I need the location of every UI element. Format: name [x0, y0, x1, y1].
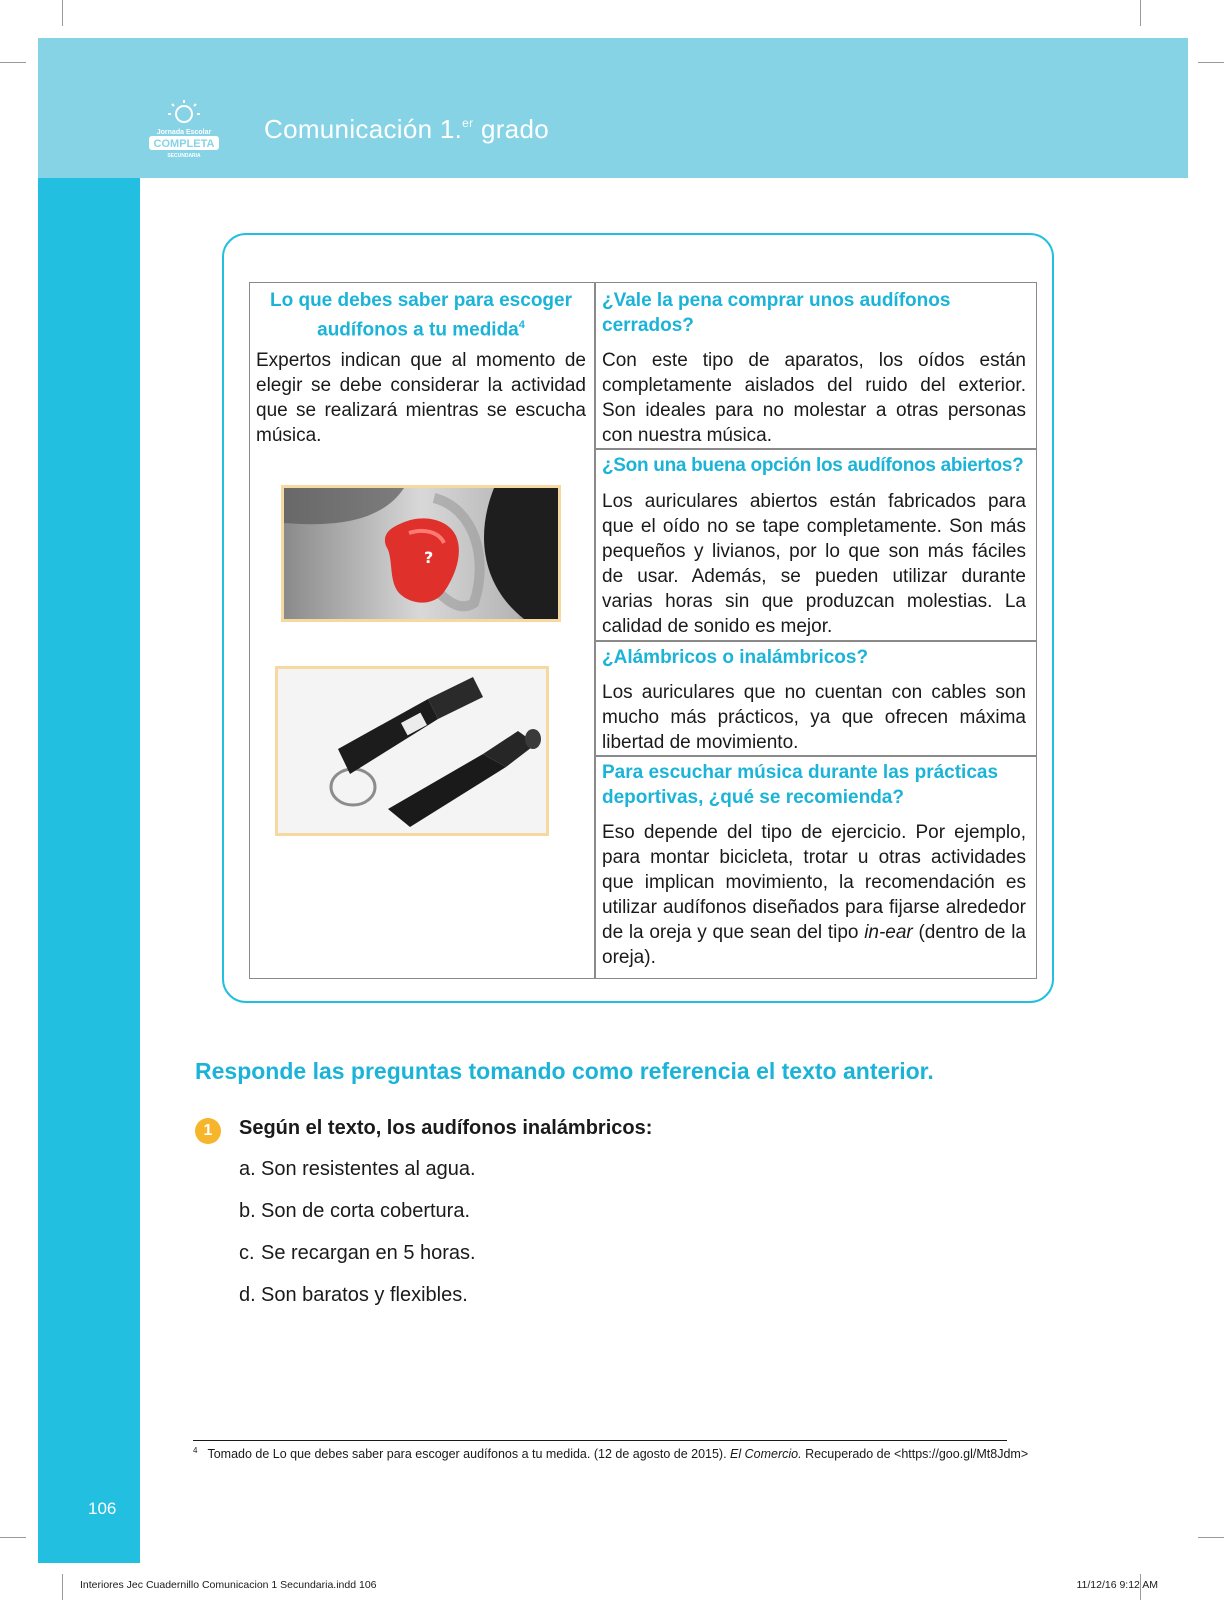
crop-mark [0, 1537, 26, 1538]
side-strip [38, 178, 140, 1563]
svg-text:SECUNDARIA: SECUNDARIA [167, 153, 201, 159]
crop-mark [62, 0, 63, 26]
section-text-sports: Eso depende del tipo de ejercicio. Por ejemplo, para montar bicicleta, trotar u otras actividades que implican movimiento, la recomendación es utilizar audífonos diseñados para fijarse alrededor de la oreja y que sean del tipo in-ear (dentro de la oreja). [602, 822, 1026, 968]
row-divider [594, 640, 1036, 642]
question-number-badge: 1 [195, 1118, 221, 1144]
answer-option-a[interactable]: a. Son resistentes al agua. [239, 1158, 476, 1180]
svg-text:?: ? [424, 548, 434, 567]
answer-option-d[interactable]: d. Son baratos y flexibles. [239, 1284, 468, 1306]
section-text-wireless: Los auriculares que no cuentan con cables son mucho más prácticos, ya que ofrecen máxima libertad de movimiento. [602, 682, 1026, 753]
info-table [249, 282, 1037, 979]
section-heading-sports: Para escuchar música durante las prácticas deportivas, ¿qué se recomienda? [602, 762, 999, 808]
question-text: Según el texto, los audífonos inalámbricos: [239, 1117, 653, 1139]
left-text: Expertos indican que al momento de elegir se debe considerar la actividad que se realizará mientras se escucha música. [256, 350, 586, 446]
crop-mark [0, 62, 26, 63]
page-number: 106 [88, 1499, 117, 1518]
left-heading: Lo que debes saber para escoger audífonos a tu medida$^4$ [269, 290, 572, 341]
questions-title: Responde las preguntas tomando como referencia el texto anterior. [195, 1058, 934, 1084]
row-divider [594, 448, 1036, 450]
section-heading-open: ¿Son una buena opción los audífonos abiertos? [602, 455, 1024, 476]
answer-option-b[interactable]: b. Son de corta cobertura. [239, 1200, 471, 1222]
section-text-open: Los auriculares abiertos están fabricados para que el oído no se tape completamente. Son más pequeños y livianos, por lo que son más fáciles de usar. Además, se pueden utilizar durante varias horas sin que produzcan molestias. La calidad de sonido es mejor. [602, 491, 1026, 637]
section-heading-closed: ¿Vale la pena comprar unos audífonos cerrados? [602, 290, 951, 336]
section-heading-wireless: ¿Alámbricos o inalámbricos? [602, 647, 869, 668]
row-divider [594, 755, 1036, 757]
earplug-photo [281, 485, 561, 622]
crop-mark [1198, 1537, 1224, 1538]
print-slug-file: Interiores Jec Cuadernillo Comunicacion 1 Secundaria.indd 106 [80, 1579, 377, 1591]
svg-text:COMPLETA: COMPLETA [153, 138, 215, 150]
earplug-case-photo [275, 666, 549, 836]
column-divider [594, 283, 596, 978]
section-text-closed: Con este tipo de aparatos, los oídos están completamente aislados del ruido del exterior. Son ideales para no molestar a otras personas con nuestra música. [602, 350, 1026, 446]
crop-mark [62, 1574, 63, 1600]
svg-text:Jornada Escolar: Jornada Escolar [156, 129, 212, 136]
crop-mark [1198, 62, 1224, 63]
answer-option-c[interactable]: c. Se recargan en 5 horas. [239, 1242, 476, 1264]
crop-mark [1140, 0, 1141, 26]
jornada-completa-logo [143, 98, 225, 160]
footnote-rule [193, 1440, 1007, 1441]
page-header-title: Comunicación 1.$^{er}$ grado [264, 114, 549, 144]
footnote: $^4$ Tomado de Lo que debes saber para escoger audífonos a tu medida. (12 de agosto de 2015). El Comercio. Recuperado de <https://goo.gl/Mt8Jdm> [193, 1446, 1029, 1462]
print-slug-date: 11/12/16 9:12 AM [1076, 1579, 1158, 1591]
